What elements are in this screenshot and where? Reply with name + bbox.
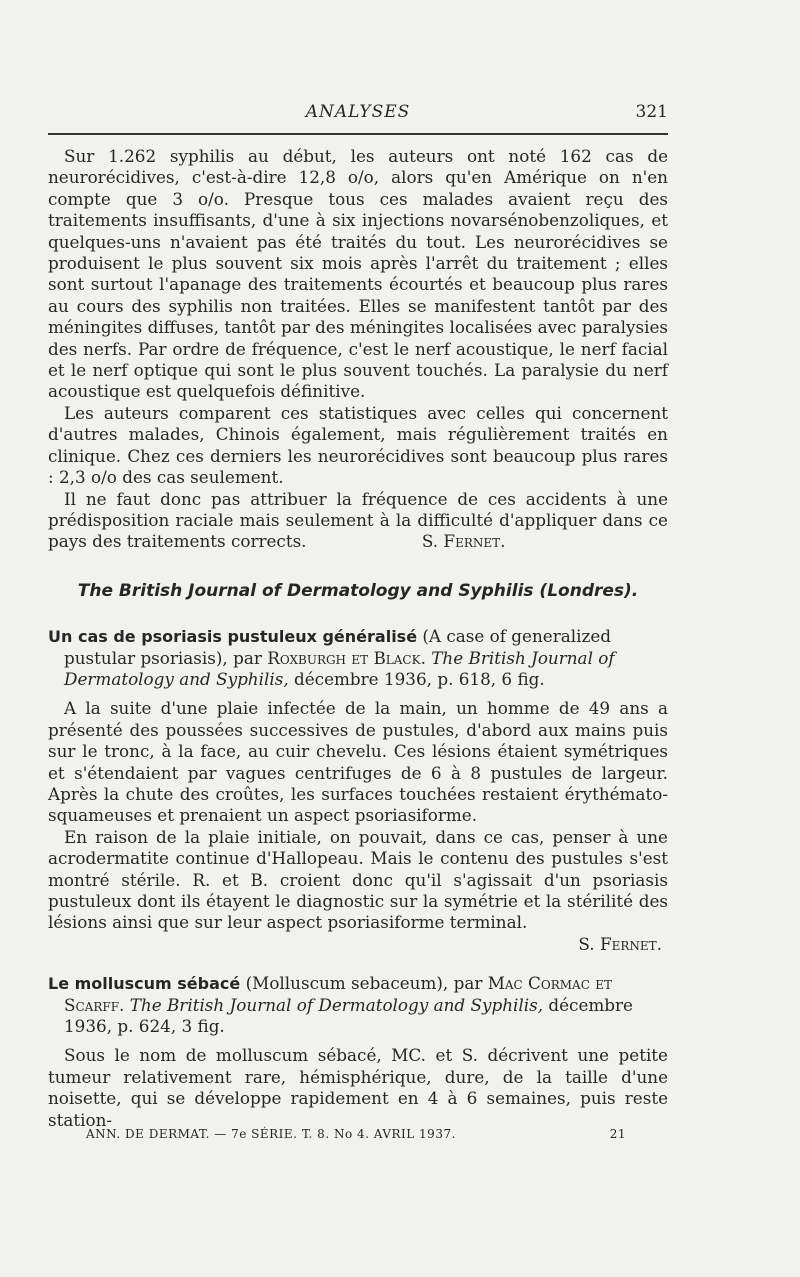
article1-paragraph-1: A la suite d'une plaie infectée de la main, un homme de 49 ans a présenté des poussées successives de pustules, d'abord aux mains puis sur le tronc, à la face, au cuir chevelu. Ces lésions étaient symétriques et s'étendaient par vagues centrifuges de 6 à 8 pustules de largeur. Après la chute des croûtes, les surfaces touchées restaient érythémato-squameuses et prenaient un aspect psoriasiforme. [48,698,668,826]
page-number: 321 [635,102,668,122]
intro-paragraph-1: Sur 1.262 syphilis au début, les auteurs ont noté 162 cas de neurorécidives, c'est-à-dire 12,8 o/o, alors qu'en Amérique on n'en compte que 3 o/o. Presque tous ces malades avaient reçu des traitements insuffisants, d'une à six injections novarsénobenzoliques, et quelques-uns n'avaient pas été traités du tout. Les neurorécidives se produisent le plus souvent six mois après l'arrêt du traitement ; elles sont surtout l'apanage des traitements écourtés et beaucoup plus rares au cours des syphilis non traitées. Elles se manifestent tantôt par des méningites diffuses, tantôt par des méningites localisées avec paralysies des nerfs. Par ordre de fréquence, c'est le nerf acoustique, le nerf facial et le nerf optique qui sont le plus souvent touchés. La paralysie du nerf acoustique est quelquefois définitive. [48,146,668,402]
running-header [48,102,668,126]
page-footer [86,1127,626,1145]
section-gap [48,955,668,973]
intro-paragraph-3-text: Il ne faut donc pas attribuer la fréquence de ces accidents à une prédisposition raciale mais seulement à la difficulté d'appliquer dans ce pays des traitements corrects. [48,488,668,552]
article2-reference [48,973,668,1037]
article1-ref-journal: The British Journal of Dermatology and Syphilis, [64,647,615,689]
article1-ref-b: décembre 1936, p. 618, 6 fig. [288,668,545,689]
article1-reference [48,626,668,690]
footer-sheet-number: 21 [609,1127,626,1141]
article1-signature: S. Fernet. [578,933,662,954]
article2-title: Le molluscum sébacé [48,974,241,994]
article1-paragraph-2: En raison de la plaie initiale, on pouvait, dans ce cas, penser à une acrodermatite continue d'Hallopeau. Mais le contenu des pustules s'est montré stérile. R. et B. croient donc qu'il s'agissait d'un psoriasis pustuleux dont ils étayent le diagnostic sur la symétrie et la stérilité des lésions ainsi que sur leur aspect psoriasiforme terminal. [48,826,668,933]
article2-ref-b: décembre 1936, p. 624, 3 fig. [64,994,633,1037]
article1-authors: Roxburgh et Black. [267,647,426,668]
footer-citation: ANN. DE DERMAT. — 7e SÉRIE. T. 8. No 4. AVRIL 1937. [86,1127,456,1141]
running-title: ANALYSES [305,102,411,122]
article2-authors: Mac Cormac et Scarff. [64,973,612,1015]
intro-paragraph-3 [48,489,668,553]
article1-ref-a: (A case of generalized pustular psoriasis), par [64,626,611,668]
article1-title: Un cas de psoriasis pustuleux généralisé [48,627,418,647]
page-body [48,146,668,1131]
article2-paragraph-1: Sous le nom de molluscum sébacé, MC. et S. décrivent une petite tumeur relativement rare, hémisphérique, dure, de la taille d'une noisette, qui se développe rapidement en 4 à 6 semaines, puis reste station- [48,1045,668,1130]
intro-paragraph-2: Les auteurs comparent ces statistiques avec celles qui concernent d'autres malades, Chinois également, mais régulièrement traités en clinique. Chez ces derniers les neurorécidives sont beaucoup plus rares : 2,3 o/o des cas seulement. [48,402,668,488]
journal-title: The British Journal of Dermatology and Syphilis (Londres). [77,580,639,601]
header-rule [48,133,668,135]
intro-paragraph-3-block [48,489,668,553]
article2-ref-a: (Molluscum sebaceum), par [240,973,488,994]
intro-signature: S. Fernet. [421,531,506,552]
article2-ref-journal: The British Journal of Dermatology and Syphilis, [124,994,544,1015]
